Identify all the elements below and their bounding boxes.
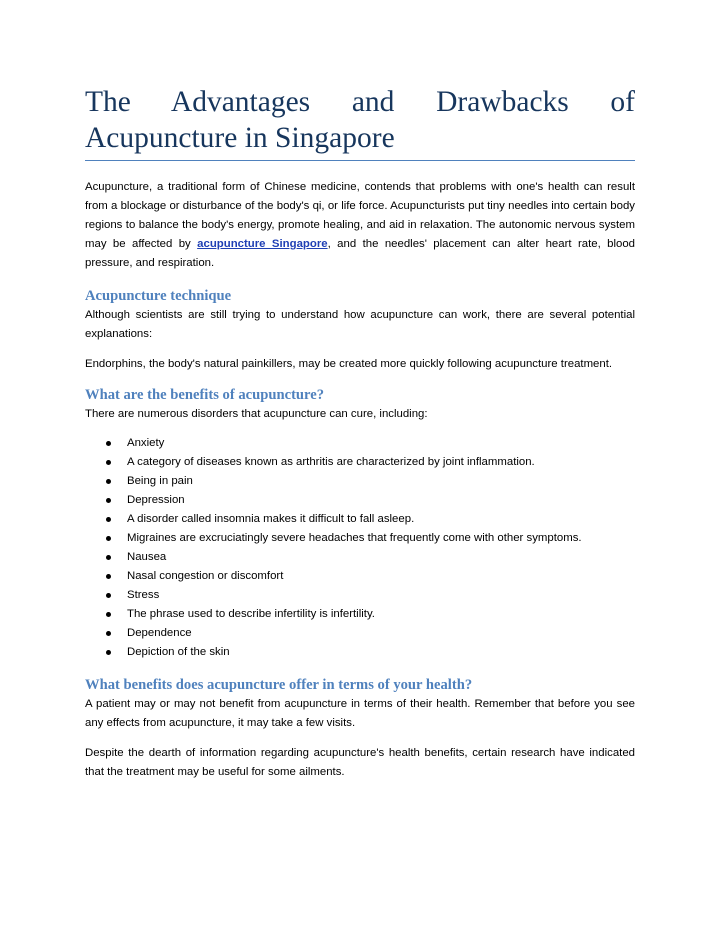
bullet-icon xyxy=(106,479,111,484)
bullet-icon xyxy=(106,612,111,617)
list-item-text: The phrase used to describe infertility is infertility. xyxy=(127,608,375,620)
list-item-text: Nasal congestion or discomfort xyxy=(127,570,284,582)
bullet-icon xyxy=(106,441,111,446)
list-item-text: Depression xyxy=(127,494,185,506)
benefits-heading: What are the benefits of acupuncture? xyxy=(85,387,325,403)
title-line-2: Acupuncture in Singapore xyxy=(85,122,395,154)
list-item xyxy=(85,529,635,548)
list-item xyxy=(85,510,635,529)
list-item xyxy=(85,548,635,567)
page-title xyxy=(85,84,635,161)
list-item-text: Stress xyxy=(127,589,160,601)
document-page xyxy=(85,0,635,782)
list-item xyxy=(85,453,635,472)
list-item-text: A disorder called insomnia makes it difficult to fall asleep. xyxy=(127,513,415,525)
bullet-icon xyxy=(106,593,111,598)
bullet-icon xyxy=(106,650,111,655)
list-item xyxy=(85,605,635,624)
technique-paragraph-1: Although scientists are still trying to understand how acupuncture can work, there are several potential explanations: xyxy=(85,309,635,340)
list-item-text: Nausea xyxy=(127,551,167,563)
technique-heading: Acupuncture technique xyxy=(85,288,232,304)
list-item xyxy=(85,586,635,605)
list-item-text: Depiction of the skin xyxy=(127,646,230,658)
list-item xyxy=(85,472,635,491)
bullet-icon xyxy=(106,536,111,541)
bullet-icon xyxy=(106,517,111,522)
health-heading: What benefits does acupuncture offer in terms of your health? xyxy=(85,677,473,693)
bullet-icon xyxy=(106,631,111,636)
list-item xyxy=(85,434,635,453)
list-item xyxy=(85,643,635,662)
list-item-text: Anxiety xyxy=(127,437,165,449)
list-item-text: Being in pain xyxy=(127,475,193,487)
technique-paragraph-2: Endorphins, the body's natural painkillers, may be created more quickly following acupuncture treatment. xyxy=(85,358,613,370)
list-item-text: A category of diseases known as arthritis are characterized by joint inflammation. xyxy=(127,456,535,468)
intro-text-after-link: , and the needles' placement can alter heart rate, blood pressure, and respiration. xyxy=(85,238,636,269)
acupuncture-singapore-link[interactable]: acupuncture Singapore xyxy=(197,238,328,250)
bullet-icon xyxy=(106,460,111,465)
list-item-text: Migraines are excruciatingly severe headaches that frequently come with other symptoms. xyxy=(127,532,582,544)
bullet-icon xyxy=(106,555,111,560)
bullet-icon xyxy=(106,498,111,503)
bullet-icon xyxy=(106,574,111,579)
benefits-paragraph: There are numerous disorders that acupuncture can cure, including: xyxy=(85,408,428,420)
list-item xyxy=(85,491,635,510)
health-paragraph-2: Despite the dearth of information regarding acupuncture's health benefits, certain research have indicated that the treatment may be useful for some ailments. xyxy=(85,747,635,778)
intro-text-before-link: Acupuncture, a traditional form of Chinese medicine, contends that problems with one's health can result from a blockage or disturbance of the body's qi, or life force. Acupuncturists put tiny needles into certain body regions to balance the body's energy, promote healing, and aid in relaxation. The autonomic nervous system may be affected by xyxy=(85,181,635,250)
health-paragraph-1: A patient may or may not benefit from acupuncture in terms of their health. Remember that before you see any effects from acupuncture, it may take a few visits. xyxy=(85,698,635,729)
list-item-text: Dependence xyxy=(127,627,192,639)
conditions-list xyxy=(85,434,635,662)
list-item xyxy=(85,567,635,586)
intro-paragraph xyxy=(85,178,635,273)
title-line-1: The Advantages and Drawbacks of xyxy=(85,86,635,118)
list-item xyxy=(85,624,635,643)
